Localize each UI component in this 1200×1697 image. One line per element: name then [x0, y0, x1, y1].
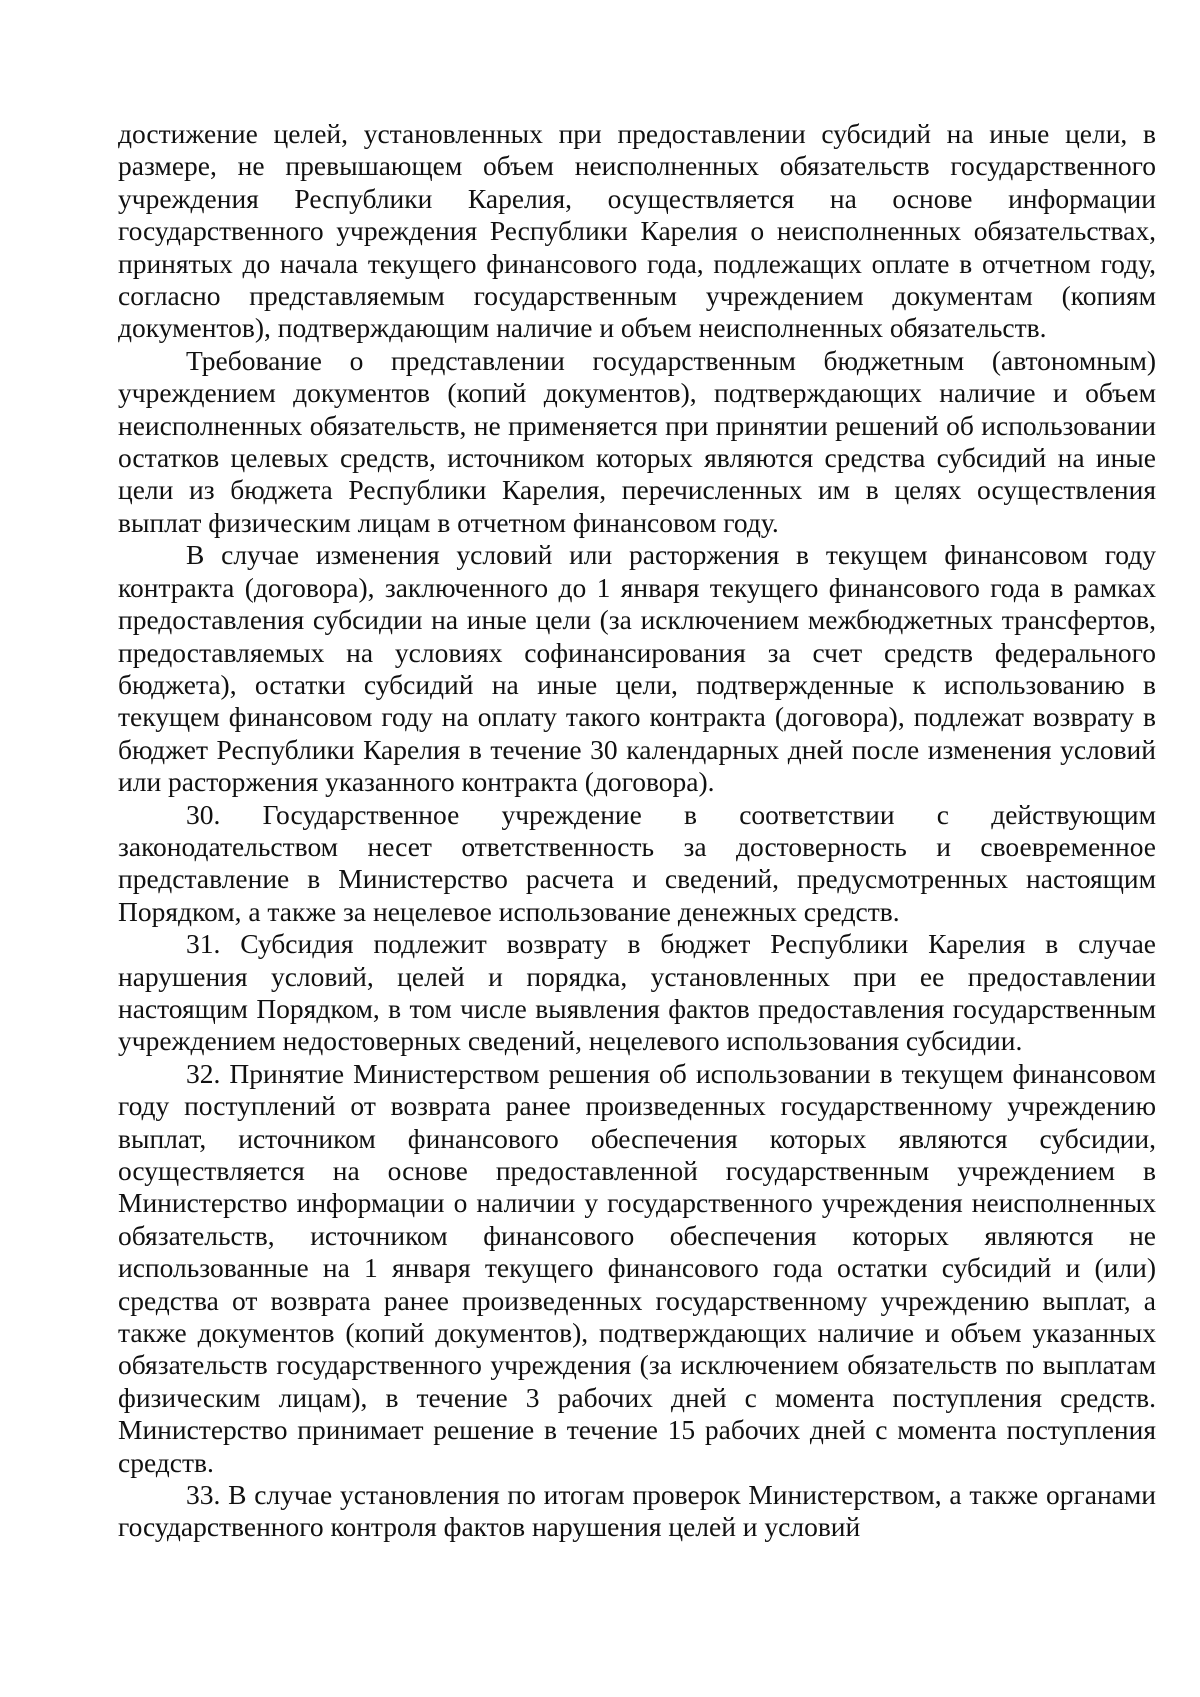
paragraph-contract-change: В случае изменения условий или расторжения в текущем финансовом году контракта (договора), заключенного до 1 января текущего финансового года в рамках предоставления субсидии на иные цели (за исключением межбюджетных трансфертов, предоставляемых на условиях софинансирования за счет средств федерального бюджета), остатки субсидий на иные цели, подтвержденные к использованию в текущем финансовом году на оплату такого контракта (договора), подлежат возврату в бюджет Республики Карелия в течение 30 календарных дней после изменения условий или расторжения указанного контракта (договора). [118, 539, 1156, 798]
paragraph-item-30: 30. Государственное учреждение в соответствии с действующим законодательством несет ответственность за достоверность и своевременное представление в Министерство расчета и сведений, предусмотренных настоящим Порядком, а также за нецелевое использование денежных средств. [118, 798, 1156, 927]
document-body [118, 118, 1156, 1544]
paragraph-item-33: 33. В случае установления по итогам проверок Министерством, а также органами государственного контроля фактов нарушения целей и условий [118, 1479, 1156, 1543]
paragraph-continuation: достижение целей, установленных при предоставлении субсидий на иные цели, в размере, не превышающем объем неисполненных обязательств государственного учреждения Республики Карелия, осуществляется на основе информации государственного учреждения Республики Карелия о неисполненных обязательствах, принятых до начала текущего финансового года, подлежащих оплате в отчетном году, согласно представляемым государственным учреждением документам (копиям документов), подтверждающим наличие и объем неисполненных обязательств. [118, 118, 1156, 344]
paragraph-item-31: 31. Субсидия подлежит возврату в бюджет Республики Карелия в случае нарушения условий, целей и порядка, установленных при ее предоставлении настоящим Порядком, в том числе выявления фактов предоставления государственным учреждением недостоверных сведений, нецелевого использования субсидии. [118, 928, 1156, 1057]
paragraph-requirement: Требование о представлении государственным бюджетным (автономным) учреждением документов (копий документов), подтверждающих наличие и объем неисполненных обязательств, не применяется при принятии решений об использовании остатков целевых средств, источником которых являются средства субсидий на иные цели из бюджета Республики Карелия, перечисленных им в целях осуществления выплат физическим лицам в отчетном финансовом году. [118, 344, 1156, 538]
paragraph-item-32: 32. Принятие Министерством решения об использовании в текущем финансовом году поступлений от возврата ранее произведенных государственному учреждению выплат, источником финансового обеспечения которых являются субсидии, осуществляется на основе предоставленной государственным учреждением в Министерство информации о наличии у государственного учреждения неисполненных обязательств, источником финансового обеспечения которых являются не использованные на 1 января текущего финансового года остатки субсидий и (или) средства от возврата ранее произведенных государственному учреждению выплат, а также документов (копий документов), подтверждающих наличие и объем указанных обязательств государственного учреждения (за исключением обязательств по выплатам физическим лицам), в течение 3 рабочих дней с момента поступления средств. Министерство принимает решение в течение 15 рабочих дней с момента поступления средств. [118, 1057, 1156, 1478]
